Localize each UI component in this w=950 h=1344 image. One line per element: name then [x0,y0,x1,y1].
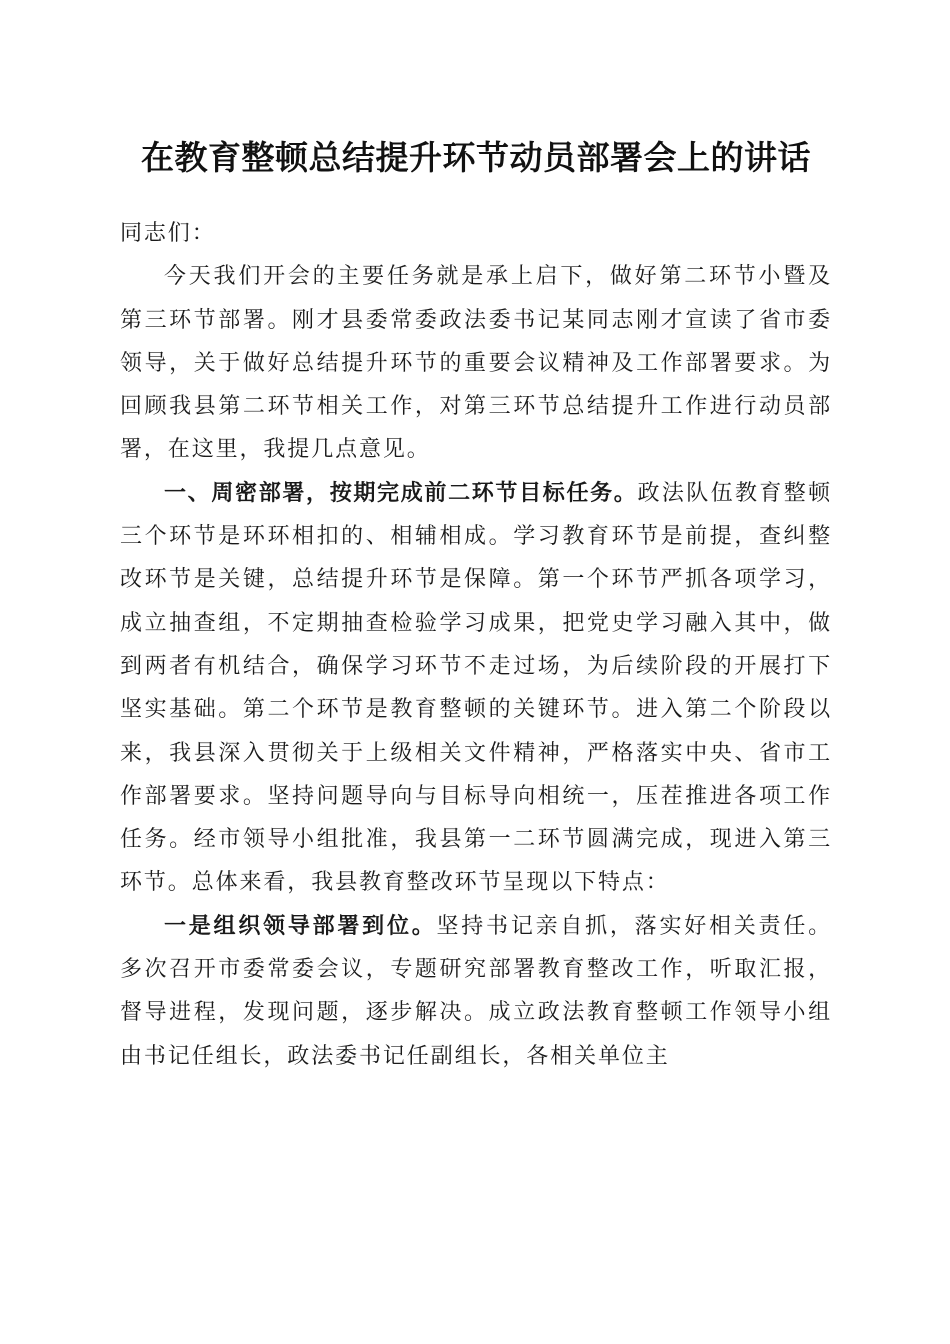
document-title: 在教育整顿总结提升环节动员部署会上的讲话 [141,138,811,177]
point-one-heading: 一是组织领导部署到位。 [164,912,437,939]
section-one-heading: 一、周密部署，按期完成前二环节目标任务。 [164,480,638,506]
salutation: 同志们： [120,221,216,246]
point-one-text: 坚持书记亲自抓，落实好相关责任。多次召开市委常委会议，专题研究部署教育整改工作，听取汇报，督导进程，发现问题，逐步解决。成立政法教育整顿工作领导小组由书记任组长，政法委书记任副组长，各相关单位主 [120,913,832,1069]
paragraph-point-one [120,905,832,1078]
paragraph-intro-text: 今天我们开会的主要任务就是承上启下，做好第二环节小暨及第三环节部署。刚才县委常委政法委书记某同志刚才宣读了省市委领导，关于做好总结提升环节的重要会议精神及工作部署要求。为回顾我县第二环节相关工作，对第三环节总结提升工作进行动员部署，在这里，我提几点意见。 [120,264,832,463]
document-page [120,130,832,1078]
paragraph-intro [120,255,832,471]
section-one-text: 政法队伍教育整顿三个环节是环环相扣的、相辅相成。学习教育环节是前提，查纠整改环节是关键，总结提升环节是保障。第一个环节严抓各项学习，成立抽查组，不定期抽查检验学习成果，把党史学习融入其中，做到两者有机结合，确保学习环节不走过场，为后续阶段的开展打下坚实基础。第二个环节是教育整顿的关键环节。进入第二个阶段以来，我县深入贯彻关于上级相关文件精神，严格落实中央、省市工作部署要求。坚持问题导向与目标导向相统一，压茬推进各项工作任务。经市领导小组批准，我县第一二环节圆满完成，现进入第三环节。总体来看，我县教育整改环节呈现以下特点： [120,480,832,896]
paragraph-section-one [120,472,832,905]
